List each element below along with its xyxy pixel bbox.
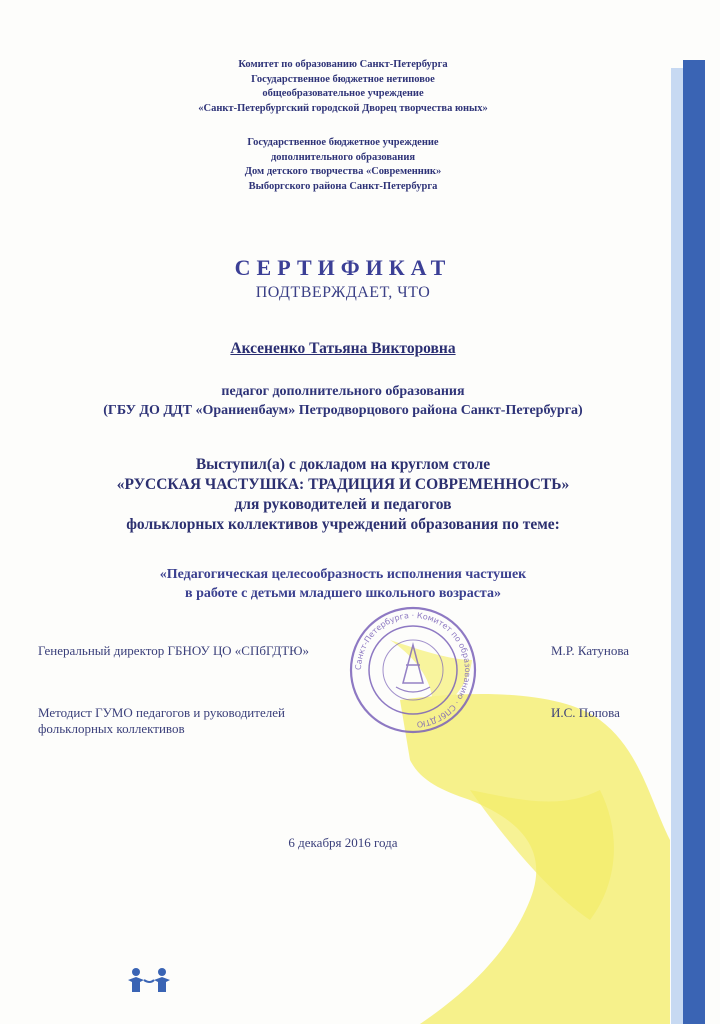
position-line: педагог дополнительного образования bbox=[221, 384, 465, 399]
signature-role-director bbox=[38, 643, 309, 659]
description-line: Выступил(а) с докладом на круглом столе bbox=[195, 456, 491, 473]
report-topic bbox=[0, 565, 686, 603]
description-line: «РУССКАЯ ЧАСТУШКА: ТРАДИЦИЯ И СОВРЕМЕННОСТЬ» bbox=[116, 476, 570, 493]
issue-date: 6 декабря 2016 года bbox=[288, 835, 398, 850]
issuer-organisation-1 bbox=[0, 58, 686, 116]
signature-name-methodist: И.С. Попова bbox=[551, 705, 620, 720]
org1-line: «Санкт-Петербургский городской Дворец творчества юных» bbox=[198, 102, 488, 114]
signature-role-line: фольклорных коллективов bbox=[38, 721, 185, 736]
org2-line: Государственное бюджетное учреждение bbox=[247, 137, 439, 148]
certificate-title: СЕРТИФИКАТ bbox=[234, 255, 452, 280]
org1-line: Государственное бюджетное нетиповое bbox=[251, 73, 435, 85]
topic-line: «Педагогическая целесообразность исполнения частушек bbox=[159, 567, 527, 582]
side-stripe bbox=[683, 60, 705, 1024]
topic-line: в работе с детьми младшего школьного возраста» bbox=[185, 586, 501, 601]
signature-role-line: Генеральный директор ГБНОУ ЦО «СПбГДТЮ» bbox=[38, 643, 310, 658]
certificate-description bbox=[0, 455, 686, 535]
description-line: для руководителей и педагогов bbox=[234, 496, 452, 513]
org2-line: Выборгского района Санкт-Петербурга bbox=[248, 180, 438, 192]
official-stamp bbox=[348, 605, 478, 735]
signature-role-line: Методист ГУМО педагогов и руководителей bbox=[38, 705, 285, 720]
children-logo-icon bbox=[124, 966, 180, 994]
position-line: (ГБУ ДО ДДТ «Ораниенбаум» Петродворцового района Санкт-Петербурга) bbox=[103, 403, 583, 418]
svg-text:Санкт-Петербурга · Комитет по bbox=[354, 611, 472, 729]
org2-line: дополнительного образования bbox=[270, 151, 416, 163]
issuer-organisation-2 bbox=[0, 136, 686, 194]
org1-line: общеобразовательное учреждение bbox=[262, 88, 424, 99]
signature-name-director: М.Р. Катунова bbox=[551, 643, 630, 658]
recipient-position bbox=[0, 382, 686, 420]
side-stripe-light bbox=[671, 68, 683, 1024]
certificate-confirms: ПОДТВЕРЖДАЕТ, ЧТО bbox=[255, 284, 431, 301]
recipient-name: Аксененко Татьяна Викторовна bbox=[230, 340, 456, 357]
signature-role-methodist bbox=[38, 705, 285, 737]
org1-line: Комитет по образованию Санкт-Петербурга bbox=[238, 59, 448, 70]
stamp-ring-text: Санкт-Петербурга · Комитет по образованию · СПбГДТЮ bbox=[353, 610, 473, 729]
org2-line: Дом детского творчества «Современник» bbox=[244, 166, 442, 177]
description-line: фольклорных коллективов учреждений образования по теме: bbox=[126, 516, 560, 533]
